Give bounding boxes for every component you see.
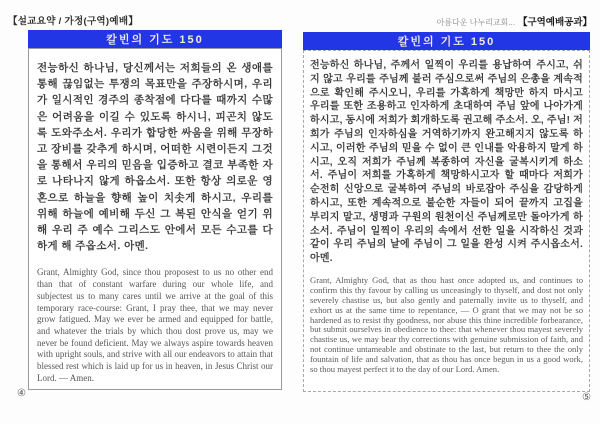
- page-number: ⑤: [582, 392, 591, 403]
- prayer-title: 칼빈의 기도 150: [397, 36, 496, 48]
- prayer-title: 칼빈의 기도 150: [106, 34, 204, 46]
- prayer-title-bar: [28, 30, 282, 48]
- korean-prayer-text: 전능하신 하나님, 주께서 일찍이 우리를 용납하여 주시고, 쉬지 않고 우리를 주님께 불러 주심으로써 주님의 은총을 계속적으로 확인해 주시오니, 우리를 가혹하게 책망만 하지 마시고 우리를 또한 조용하고 인자하게 초대하여 주님 앞에 나아가게 하시고, 동시에 저희가 회개하도록 권고해 주소서. 오, 주님! 저희가 주님의 인자하심을 거역하기까지 완고해지지 않도록 하시고, 이러한 주님의 믿을 수 없이 큰 인내를 악용하지 말게 하시고, 오직 저희가 주님께 복종하여 자신을 굴복시키게 하소서. 주님이 저희를 가혹하게 책망하시고자 할 때마다 저희가 순전히 신앙으로 굴복하여 주님의 바로잡아 주심을 감당하게 하시고, 또한 계속적으로 불순한 자들이 되어 끝까지 고집을 부리지 말고, 생명과 구원의 원천이신 주님께로만 돌아가게 하소서. 주님이 일찍이 우리의 속에서 선한 일을 시작하신 것과 같이 우리 주님의 날에 주님이 그 일을 완성 시켜 주시옵소서. 아멘.: [310, 60, 583, 265]
- prayer-content-box: [28, 48, 282, 390]
- bulletin-page-left: [0, 0, 296, 424]
- prayer-title-bar: [303, 32, 590, 50]
- page-header-label: 【설교요약 / 가정(구역)예배】: [8, 16, 139, 27]
- page-header-label: [436, 14, 592, 28]
- church-name-label: 아름다운 나누리교회...: [436, 18, 515, 27]
- bulletin-page-right: [296, 0, 600, 424]
- page-number: ④: [17, 388, 26, 399]
- english-prayer-text: Grant, Almighty God, since thou proposest to us no other end than that of constant warfare during our whole life, and subjectest us to many cares until we arrive at the goal of this temporary race-course: Grant, I pray thee, that we may never grow fatigued. May we ever be armed and equipped for battle, and whatever the trials by which thou dost prove us, may we never be found deficient. May we always aspire towards heaven with upright souls, and strive with all our endeavors to attain that blessed rest which is laid up for us in heaven, in Jesus Christ our Lord. — Amen.: [37, 267, 273, 383]
- english-prayer-text: Grant, Almighty God, that as thou hast once adopted us, and continues to confirm this thy favour by calling us unceasingly to thyself, and dost not only severely chastise us, but also gently and paternally invite us to thyself, and exhort us at the same time to repentance, — O grant that we may not be so hardened as to resist thy goodness, nor abuse this thine incredible forbearance, but submit ourselves in obedience to thee: that whenever thou mayest severely chastise us, we may bear thy corrections with genuine submission of faith, and not continue untameable and obstinate to the last, but return to thee the only fountain of life and salvation, that as thou has once begun in us a good work, so thou mayest perfect it to the day of our Lord. Amen.: [310, 274, 583, 375]
- korean-prayer-text: 전능하신 하나님, 당신께서는 저희들의 온 생애를 통해 끊임없는 투쟁의 목표만을 주장하시며, 우리가 일시적인 경주의 종착점에 다다를 때까지 수많은 어려움을 이길 수 있도록 하시니, 피곤치 않도록 도와주소서. 우리가 합당한 싸움을 위해 무장하고 장비를 갖추게 하시며, 어떠한 시련이든지 그것을 통해서 우리의 믿음을 입증하고 결코 부족한 자로 나타나지 않게 하옵소서. 또한 항상 의로운 영혼으로 하늘을 향해 높이 치솟게 하시고, 우리를 위해 하늘에 예비해 두신 그 복된 안식을 얻기 위해 우리 주 예수 그리스도 안에서 모든 수고를 다하게 해 주옵소서. 아멘.: [37, 62, 273, 253]
- section-label: 【구역예배공과】: [517, 17, 592, 28]
- prayer-content-box: [303, 50, 590, 392]
